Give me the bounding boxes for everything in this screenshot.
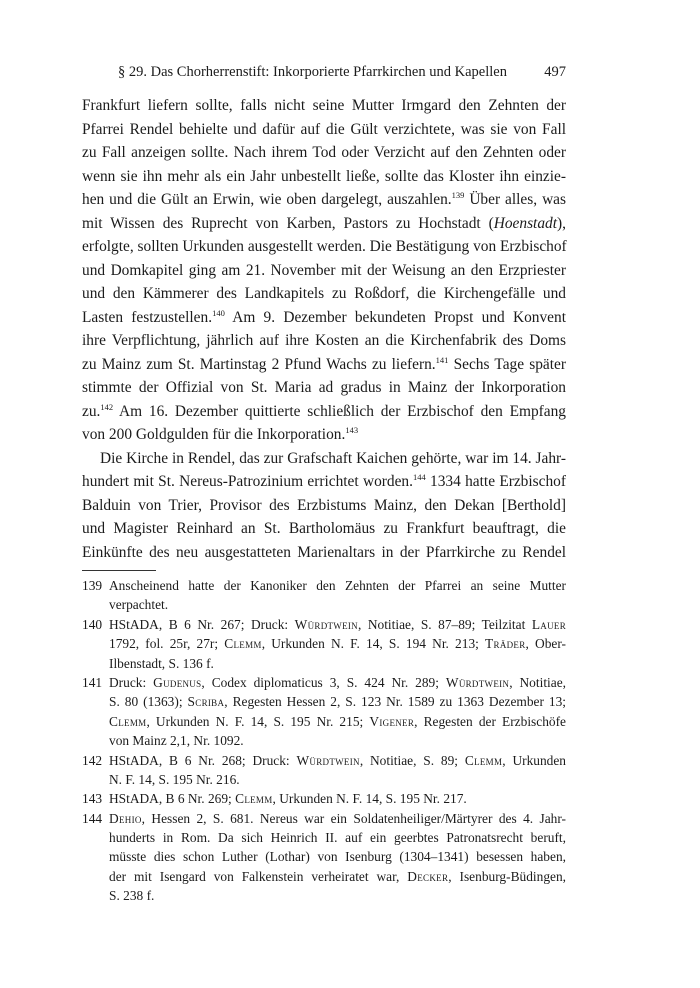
text-span: , Notitiae,	[509, 674, 566, 690]
text-span: Am 16. Dezember quittierte schließlich der Erzbischof den Empfang	[113, 402, 566, 420]
footnote-number: 141	[82, 674, 103, 690]
text-span: 1792, fol. 25r, 27r;	[109, 636, 225, 652]
text-line	[82, 423, 566, 447]
text-span: Druck:	[109, 674, 154, 690]
text-span: , Isenburg-Büdingen,	[448, 868, 566, 884]
footnote-line: hunderts in Rom. Da sich Heinrich II. auf ein geerbtes Patronatsrecht beruft,	[109, 830, 566, 846]
footnote-line	[109, 867, 566, 886]
footnote-number: 143	[82, 791, 103, 807]
text-span: zu Mainz zum St. Martinstag 2 Pfund Wachs zu liefern.	[82, 355, 436, 373]
author-name: Clemm	[464, 752, 503, 768]
author-name: Clemm	[235, 791, 273, 807]
text-line: ihre Verpflichtung, jährlich auf ihre Kosten an die Kirchenfabrik des Doms	[82, 332, 566, 349]
text-span: , Codex diplomaticus 3, S. 424 Nr. 289;	[201, 674, 446, 690]
text-span: , Urkunden	[502, 752, 566, 768]
footnote-141	[82, 673, 566, 751]
footnote-line: von Mainz 2,1, Nr. 1092.	[109, 733, 244, 749]
author-name: Lauer	[531, 616, 567, 632]
footnote-number: 142	[82, 752, 103, 768]
text-span: HStADA, B 6 Nr. 267; Druck:	[109, 616, 295, 632]
text-span: Am 9. Dezember bekundeten Propst und Konvent	[224, 308, 566, 326]
text-line: und Domkapitel ging am 21. November mit der Weisung an den Erzpriester	[82, 261, 566, 279]
italic-place-name: Hoenstadt	[493, 214, 558, 232]
page-number: 497	[544, 64, 566, 80]
footnote-ref-141[interactable]: 141	[435, 354, 449, 365]
author-name: Clemm	[109, 713, 147, 729]
footnote-line	[109, 789, 566, 808]
text-span: , Urkunden N. F. 14, S. 194 Nr. 213;	[261, 636, 486, 652]
text-line: zu Fall anzeigen sollte. Nach ihrem Tod oder Verzicht auf den Zehnten oder	[82, 144, 566, 161]
text-span: HStADA, B 6 Nr. 269;	[109, 791, 236, 807]
text-line: und Magister Reinhard an St. Bartholomäus zu Frankfurt beauftragt, die	[82, 520, 566, 537]
section-title: § 29. Das Chorherrenstift: Inkorporierte Pfarrkirchen und Kapellen	[118, 64, 507, 80]
footnote-number: 140	[82, 616, 103, 632]
text-line: stimmte der Offizial von St. Maria ad gradus in Mainz der Inkorporation	[82, 379, 566, 396]
author-name: Vigener	[369, 713, 415, 729]
text-span: , Urkunden N. F. 14, S. 195 Nr. 217.	[272, 791, 467, 807]
main-text	[82, 94, 566, 564]
text-line	[82, 306, 566, 330]
footnote-142	[82, 751, 566, 790]
running-head	[82, 64, 566, 84]
text-line	[82, 188, 566, 212]
text-span: , Urkunden N. F. 14, S. 195 Nr. 215;	[146, 713, 370, 729]
author-name: Scriba	[187, 694, 225, 710]
text-line: Die Kirche in Rendel, das zur Grafschaft Kaichen gehörte, war im 14. Jahr-	[100, 449, 566, 467]
text-span: HStADA, B 6 Nr. 268; Druck:	[109, 752, 297, 768]
text-line: erfolgte, sollten Urkunden ausgestellt werden. Die Bestätigung von Erzbischof	[82, 238, 567, 255]
footnote-line: verpachtet.	[109, 597, 169, 613]
author-name: Träder	[485, 636, 526, 652]
text-span: , Hessen 2, S. 681. Nereus war ein Soldatenheiliger/Märtyrer des 4. Jahr-	[141, 810, 566, 826]
text-span: zu.	[82, 402, 101, 420]
text-span: hundert mit St. Nereus-Patrozinium errichtet worden.	[82, 473, 413, 490]
text-span: der mit Isengard von Falkenstein verheiratet war,	[109, 868, 408, 884]
footnote-144	[82, 809, 566, 906]
text-span: Sechs Tage später	[448, 355, 566, 373]
footnote-number: 144	[82, 810, 103, 826]
author-name: Dehio	[109, 810, 142, 826]
text-span: von 200 Goldgulden für die Inkorporation.	[82, 426, 346, 443]
text-span: Über alles, was	[464, 191, 566, 208]
footnote-ref-140[interactable]: 140	[212, 307, 225, 318]
author-name: Gudenus	[153, 674, 202, 690]
footnote-ref-143[interactable]: 143	[345, 425, 359, 435]
text-span: Lasten festzustellen.	[82, 308, 213, 326]
author-name: Decker	[407, 868, 449, 884]
footnotes	[82, 576, 566, 906]
text-line	[82, 212, 566, 236]
text-line: Frankfurt liefern sollte, falls nicht seine Mutter Irmgard den Zehnten der	[82, 97, 566, 114]
text-line	[82, 470, 566, 494]
footnote-ref-144[interactable]: 144	[412, 472, 426, 482]
footnote-line: S. 238 f.	[109, 888, 155, 904]
text-span: , Regesten Hessen 2, S. 123 Nr. 1589 zu 1363 Dezember 13;	[224, 694, 567, 710]
footnote-line	[109, 712, 566, 731]
footnote-line: Ilbenstadt, S. 136 f.	[109, 655, 214, 671]
text-span: hen und die Gült an Erwin, wie oben dargelegt, auszahlen.	[82, 191, 452, 208]
text-line: und den Kämmerer des Landkapitels zu Roßdorf, die Kirchengefälle und	[82, 285, 566, 302]
footnote-line	[109, 634, 566, 653]
text-span: , Regesten der Erzbischöfe	[414, 713, 566, 729]
author-name: Würdtwein	[445, 674, 510, 690]
footnote-line: Anscheinend hatte der Kanoniker den Zehnten der Pfarrei an seine Mutter	[109, 578, 566, 593]
footnote-divider	[82, 570, 156, 571]
text-span: mit Wissen des Ruprecht von Karben, Pastors zu Hochstadt (	[82, 214, 494, 232]
footnote-ref-142[interactable]: 142	[100, 401, 114, 412]
author-name: Würdtwein	[296, 752, 360, 768]
text-span: 1334 hatte Erzbischof	[425, 473, 566, 490]
text-line: wenn sie ihn mehr als ein Jahr unbestellt ließe, sollte das Kloster ihn einzie-	[82, 167, 566, 185]
text-span: S. 80 (1363);	[109, 694, 188, 710]
footnote-143	[82, 789, 566, 808]
footnote-139	[82, 576, 566, 615]
footnote-ref-139[interactable]: 139	[451, 190, 465, 200]
text-line	[82, 400, 566, 424]
footnote-line	[109, 615, 566, 634]
text-line: Pfarrei Rendel behielte und dafür auf die Gült verzichtete, was sie von Fall	[82, 120, 566, 138]
author-name: Würdtwein	[294, 616, 358, 632]
footnote-line	[109, 809, 566, 828]
footnote-number: 139	[82, 578, 103, 593]
footnote-line: müsste dies schon Luther (Lothar) von Isenburg (1304–1341) besessen haben,	[109, 849, 566, 865]
text-span: ),	[557, 214, 566, 232]
text-span: , Notitiae, S. 87–89; Teilzitat	[357, 616, 532, 632]
text-span: , Ober-	[525, 636, 566, 652]
footnote-line	[109, 692, 566, 711]
book-page	[82, 0, 566, 988]
footnote-line: N. F. 14, S. 195 Nr. 216.	[109, 771, 240, 787]
text-line: Balduin von Trier, Provisor des Erzbistums Mainz, den Dekan [Berthold]	[82, 496, 566, 514]
footnote-140	[82, 615, 566, 673]
text-span: , Notitiae, S. 89;	[359, 752, 465, 768]
footnote-line	[109, 673, 566, 692]
text-line	[82, 353, 566, 377]
text-line: Einkünfte des neu ausgestatteten Marienaltars in der Pfarrkirche zu Rendel	[82, 543, 566, 561]
footnote-line	[109, 751, 566, 770]
author-name: Clemm	[224, 636, 262, 652]
